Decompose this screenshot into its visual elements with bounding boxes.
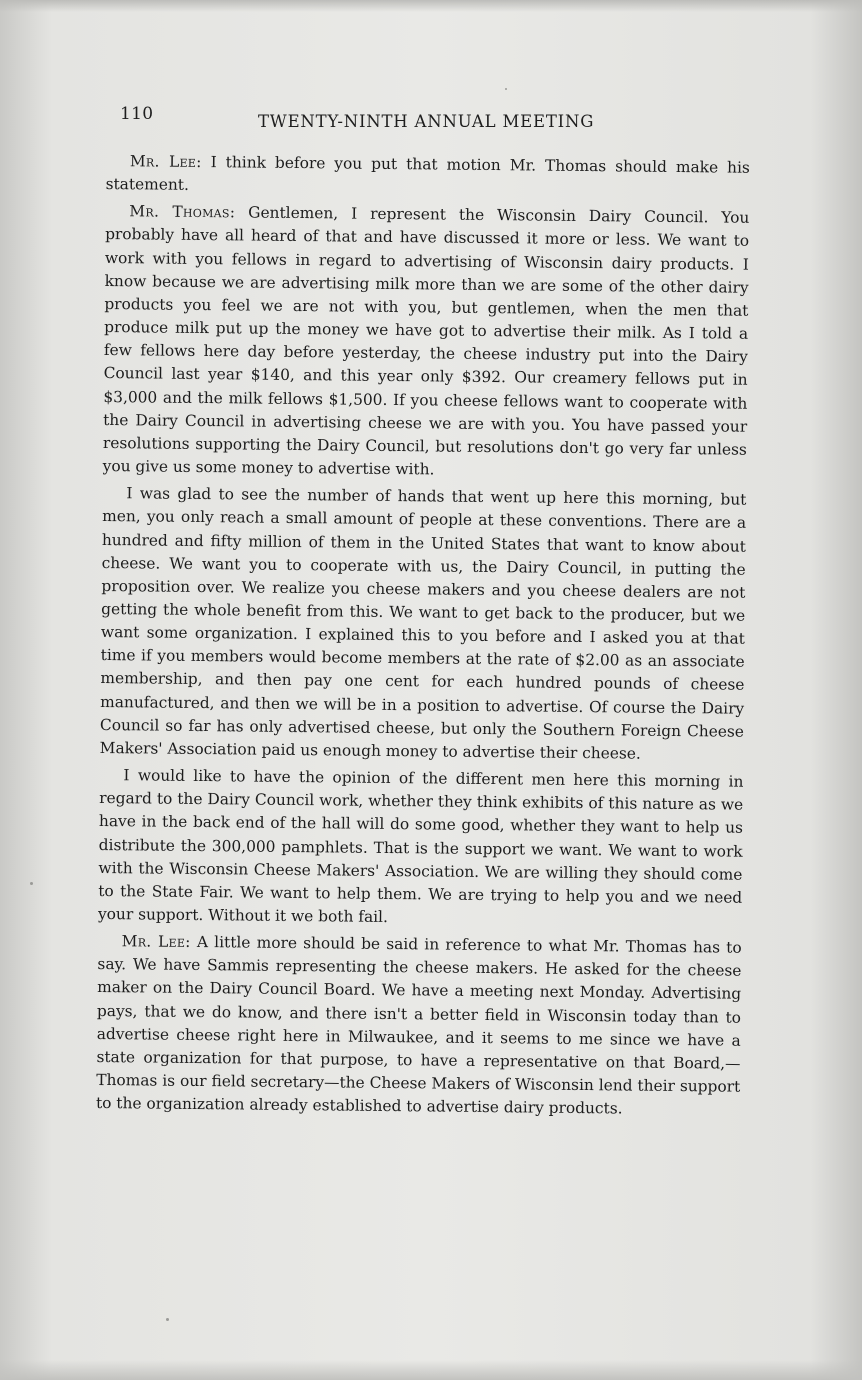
paragraph-lee-1 xyxy=(106,150,750,203)
paragraph-text: Gentlemen, I represent the Wisconsin Dairy Council. You probably have all heard of that and have discussed it more or less. We want to work with you fellows in regard to advertising of Wisconsin dairy products. I know because we are advertising milk more than we are some of the other dairy products you feel we are not with you, but gentlemen, when the men that produce milk put up the money we have got to advertise their milk. As I told a few fellows here day before yesterday, the cheese industry put into the Dairy Council last year $140, and this year only $392. Our creamery fellows put in $3,000 and the milk fellows $1,500. If you cheese fellows want to cooperate with the Dairy Council in advertising cheese we are with you. You have passed your resolutions supporting the Dairy Council, but resolutions don't go very far unless you give us some money to advertise with. xyxy=(102,203,750,479)
paragraph-text: I was glad to see the number of hands that went up here this morning, but men, you only reach a small amount of people at these conventions. There are a hundred and fifty million of them in the United States that want to know about cheese. We want you to cooperate with us, the Dairy Council, in putting the proposition over. We realize you cheese makers and you cheese dealers are not getting the whole benefit from this. We want to get back to the producer, but we want some organization. I explained this to you before and I asked you at that time if you members would become members at the rate of $2.00 as an associate membership, and then pay one cent for each hundred pounds of cheese manufactured, and then we will be in a position to advertise. Of course the Dairy Council so far has only advertised cheese, but only the Southern Foreign Cheese Makers' Association paid us enough money to advertise their cheese. xyxy=(99,484,747,763)
page-header xyxy=(120,104,745,134)
scan-speck xyxy=(30,882,33,885)
paragraph-text: I would like to have the opinion of the different men here this morning in regard to the Dairy Council work, whether they think exhibits of this nature as we have in the back end of the hall will do some good, whether they want to help us distribute the 300,000 pamphlets. That is the support we want. We want to work with the Wisconsin Cheese Makers' Association. We are willing they should come to the State Fair. We want to help them. We are trying to help you and we need your support. Without it we both fail. xyxy=(97,766,744,926)
scan-shadow-bottom xyxy=(0,1360,862,1380)
paragraph-text: A little more should be said in reference to what Mr. Thomas has to say. We have Sammis representing the cheese makers. He asked for the cheese maker on the Dairy Council Board. We have a meeting next Monday. Advertising pays, that we do know, and there isn't a better field in Wisconsin today than to advertise cheese right here in Milwaukee, and it seems to me since we have a state organization for that purpose, to have a representative on that Board,—Thomas is our field secretary—the Cheese Makers of Wisconsin lend their support to the organization already established to advertise dairy products. xyxy=(95,933,742,1118)
paragraph-thomas xyxy=(103,200,750,485)
scan-speck xyxy=(505,88,507,90)
paragraph-text: I think before you put that motion Mr. Thomas should make his statement. xyxy=(105,153,750,195)
scan-speck xyxy=(166,1318,169,1321)
running-head: TWENTY-NINTH ANNUAL MEETING xyxy=(258,112,595,131)
scan-shadow-top xyxy=(0,0,862,12)
speaker-label: Mr. Lee: xyxy=(129,152,202,172)
speaker-label: Mr. Thomas: xyxy=(129,202,236,222)
paragraph-opinion xyxy=(98,764,744,933)
body-text xyxy=(96,150,750,1126)
speaker-label: Mr. Lee: xyxy=(121,932,191,952)
paragraph-lee-2 xyxy=(96,930,742,1122)
paragraph-hands xyxy=(100,482,747,767)
page-number: 110 xyxy=(120,104,154,124)
